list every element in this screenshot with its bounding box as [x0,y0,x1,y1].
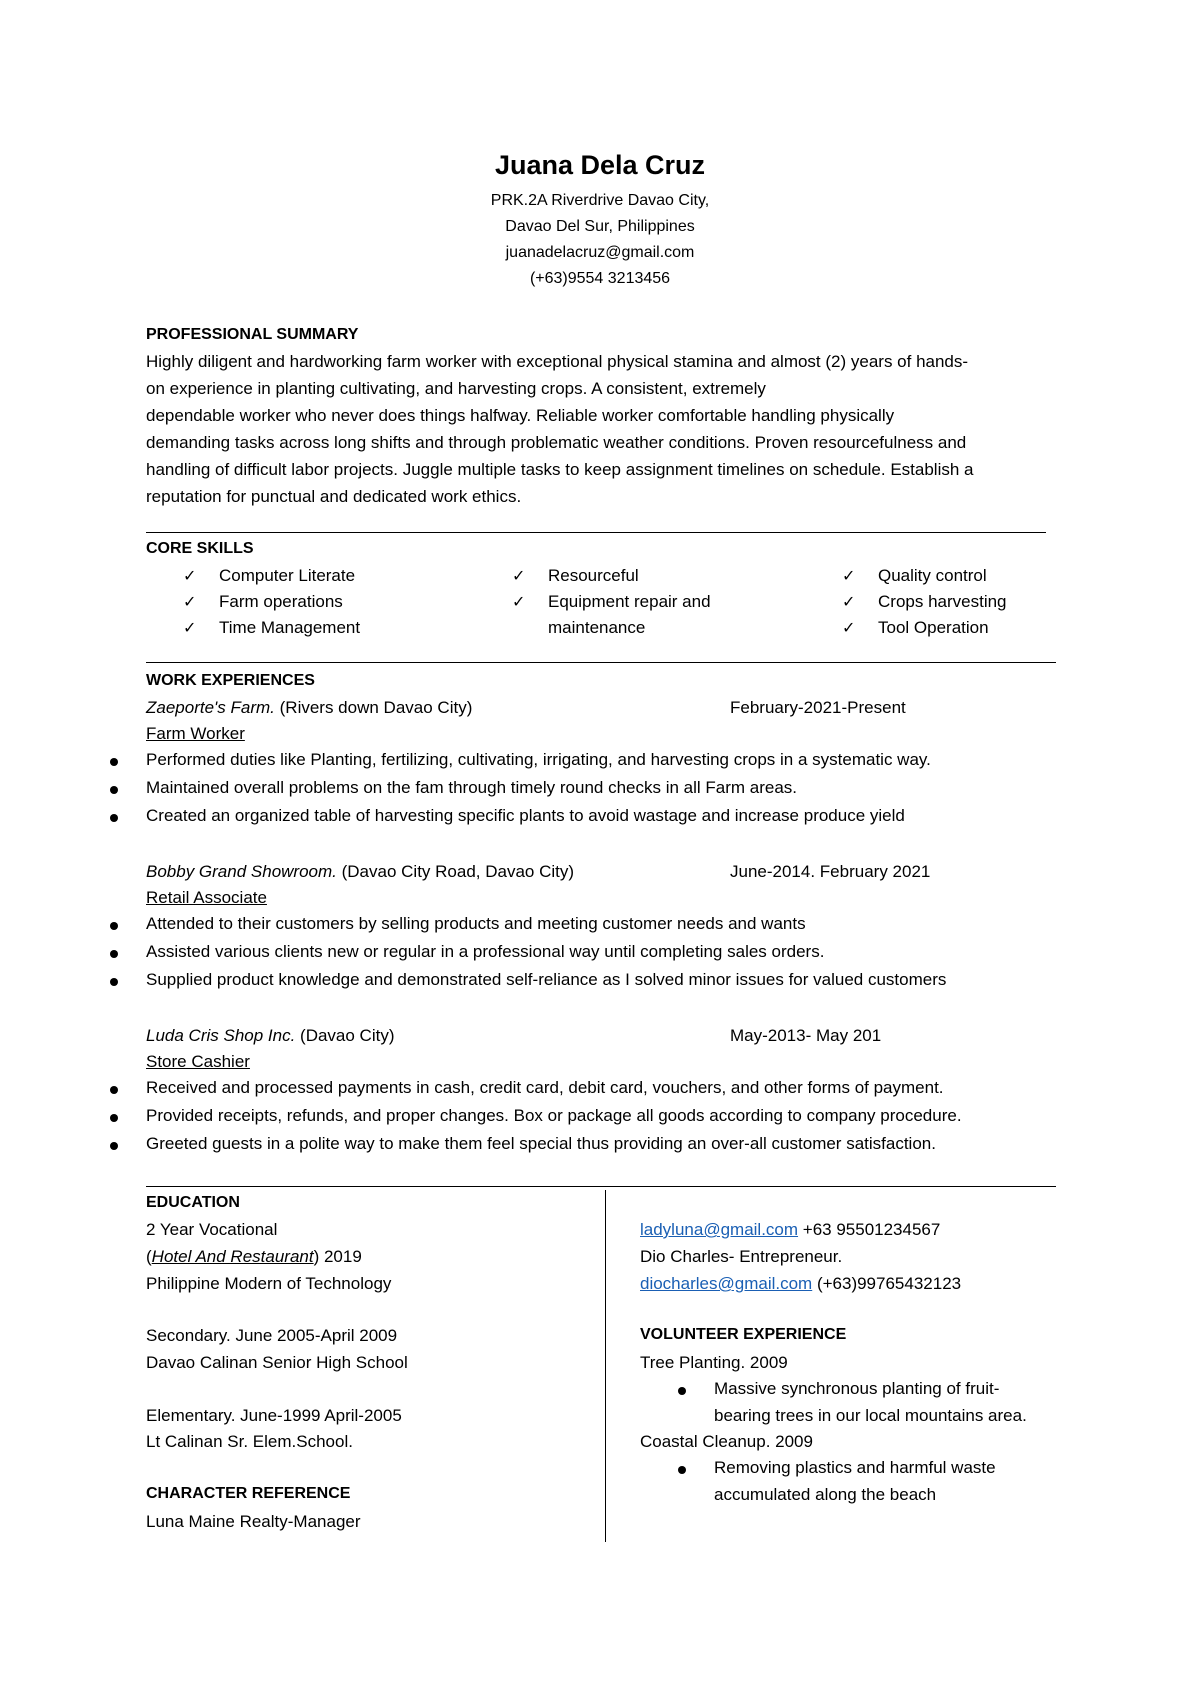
job-company-line [146,862,574,882]
header-phone: (+63)9554 3213456 [529,270,671,287]
job-role: Retail Associate [146,888,267,907]
job-dates: February-2021-Present [730,698,906,717]
bullet-icon [110,922,118,930]
job-bullet: Assisted various clients new or regular in a professional way until completing sales orders. [146,942,825,961]
address-line-1: PRK.2A Riverdrive Davao City, [490,192,710,209]
education-secondary-school: Davao Calinan Senior High School [146,1353,408,1372]
skill-item: Computer Literate [219,566,356,585]
summary-line: demanding tasks across long shifts and through problematic weather conditions. Proven resourcefulness and [146,433,967,452]
education-course-year: ) 2019 [313,1247,362,1266]
header-email: juanadelacruz@gmail.com [505,244,695,261]
section-divider [146,1186,1056,1187]
job-bullet: Performed duties like Planting, fertilizing, cultivating, irrigating, and harvesting crops in a systematic way. [146,750,931,769]
reference-1-phone: +63 95501234567 [798,1220,941,1239]
education-elementary-school: Lt Calinan Sr. Elem.School. [146,1432,353,1451]
skill-item: Equipment repair and [548,592,711,611]
job-bullet: Maintained overall problems on the fam through timely round checks in all Farm areas. [146,778,798,797]
summary-text [146,348,1056,510]
skill-item: Resourceful [548,566,639,585]
summary-line: handling of difficult labor projects. Juggle multiple tasks to keep assignment timelines on schedule. Establish a [146,460,974,479]
job-company: Luda Cris Shop Inc. [146,1026,296,1045]
skill-item: Tool Operation [878,618,989,637]
skill-item: maintenance [548,618,646,637]
bullet-icon [110,758,118,766]
skills-title: CORE SKILLS [146,540,254,557]
summary-line: on experience in planting cultivating, and harvesting crops. A consistent, extremely [146,379,766,398]
job-bullet: Supplied product knowledge and demonstrated self-reliance as I solved minor issues for valued customers [146,970,947,989]
column-divider [605,1190,606,1542]
bullet-icon [678,1387,686,1395]
summary-line: Highly diligent and hardworking farm worker with exceptional physical stamina and almost (2) years of hands- [146,352,969,371]
volunteer-item-text: Massive synchronous planting of fruit- [714,1379,1000,1398]
paren-open: ( [146,1247,152,1266]
reference-1-contact [640,1220,940,1240]
skill-item: Crops harvesting [878,592,1007,611]
check-icon: ✓ [183,594,197,611]
job-dates: June-2014. February 2021 [730,862,931,881]
skill-item: Quality control [878,566,987,585]
address-line-2: Davao Del Sur, Philippines [505,218,695,235]
bullet-icon [110,1086,118,1094]
job-location: (Davao City) [295,1026,395,1045]
check-icon: ✓ [183,620,197,637]
volunteer-item-text: accumulated along the beach [714,1485,937,1504]
job-dates: May-2013- May 201 [730,1026,882,1045]
reference-2-contact [640,1274,961,1294]
resume-name: Juana Dela Cruz [494,150,706,180]
reference-1-email-link[interactable]: ladyluna@gmail.com [640,1220,799,1239]
check-icon: ✓ [512,568,526,585]
job-role: Store Cashier [146,1052,250,1071]
reference-2-phone: (+63)99765432123 [812,1274,962,1293]
job-location: (Rivers down Davao City) [274,698,473,717]
bullet-icon [110,950,118,958]
check-icon: ✓ [183,568,197,585]
job-bullet: Attended to their customers by selling products and meeting customer needs and wants [146,914,806,933]
bullet-icon [110,786,118,794]
check-icon: ✓ [842,594,856,611]
education-vocational: 2 Year Vocational [146,1220,278,1239]
job-bullet: Created an organized table of harvesting specific plants to avoid wastage and increase produce yield [146,806,905,825]
education-elementary-dates: Elementary. June-1999 April-2005 [146,1406,402,1425]
education-title: EDUCATION [146,1194,240,1211]
reference-2-email-link[interactable]: diocharles@gmail.com [640,1274,813,1293]
job-company: Zaeporte's Farm. [146,698,275,717]
education-school: Philippine Modern of Technology [146,1274,392,1293]
check-icon: ✓ [842,568,856,585]
volunteer-title: VOLUNTEER EXPERIENCE [640,1326,847,1343]
bullet-icon [110,1142,118,1150]
job-company-line [146,698,472,718]
job-company: Bobby Grand Showroom. [146,862,337,881]
education-course: Hotel And Restaurant [151,1247,314,1266]
job-company-line [146,1026,395,1046]
check-icon: ✓ [842,620,856,637]
reference-2: Dio Charles- Entrepreneur. [640,1247,843,1266]
reference-title: CHARACTER REFERENCE [146,1485,351,1502]
job-bullet: Received and processed payments in cash, credit card, debit card, vouchers, and other forms of payment. [146,1078,944,1097]
job-role: Farm Worker [146,724,245,743]
job-location: (Davao City Road, Davao City) [336,862,575,881]
volunteer-item-title: Tree Planting. 2009 [640,1353,788,1372]
summary-title: PROFESSIONAL SUMMARY [146,326,359,343]
bullet-icon [110,814,118,822]
education-course-line [146,1247,362,1267]
summary-line: reputation for punctual and dedicated work ethics. [146,487,522,506]
job-bullet: Provided receipts, refunds, and proper changes. Box or package all goods according to company procedure. [146,1106,962,1125]
bullet-icon [110,978,118,986]
volunteer-item-text: Removing plastics and harmful waste [714,1458,996,1477]
volunteer-item-text: bearing trees in our local mountains area. [714,1406,1027,1425]
education-secondary-dates: Secondary. June 2005-April 2009 [146,1326,398,1345]
work-title: WORK EXPERIENCES [146,672,315,689]
check-icon: ✓ [512,594,526,611]
summary-line: dependable worker who never does things halfway. Reliable worker comfortable handling physically [146,406,895,425]
skill-item: Time Management [219,618,361,637]
reference-1: Luna Maine Realty-Manager [146,1512,361,1531]
section-divider [146,532,1046,533]
bullet-icon [110,1114,118,1122]
job-bullet: Greeted guests in a polite way to make them feel special thus providing an over-all customer satisfaction. [146,1134,936,1153]
bullet-icon [678,1466,686,1474]
section-divider [146,662,1056,663]
skill-item: Farm operations [219,592,343,611]
volunteer-item-title: Coastal Cleanup. 2009 [640,1432,813,1451]
